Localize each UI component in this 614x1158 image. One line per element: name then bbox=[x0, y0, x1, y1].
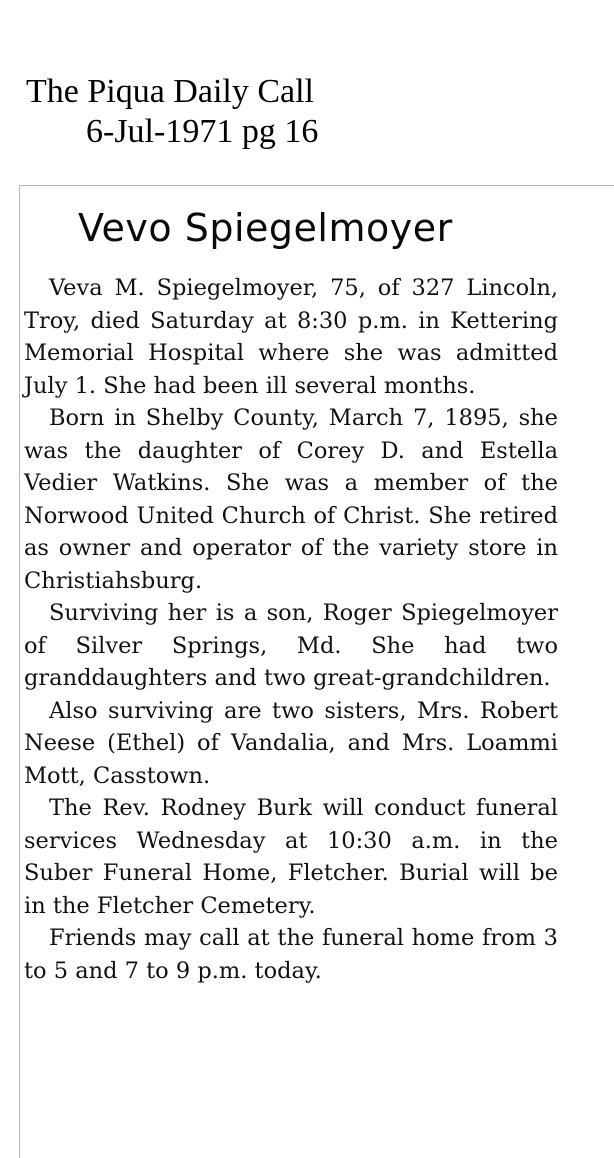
paragraph-survivors-son: Surviving her is a son, Roger Spiegelmoyer of Silver Springs, Md. She had two granddaughters and two great-grandchildren. bbox=[24, 600, 558, 691]
paragraph-survivors-sisters: Also surviving are two sisters, Mrs. Robert Neese (Ethel) of Vandalia, and Mrs. Loammi Mott, Casstown. bbox=[24, 697, 558, 789]
caption-date-page: 6-Jul-1971 pg 16 bbox=[86, 113, 319, 150]
paragraph-death-notice: Veva M. Spiegelmoyer, 75, of 327 Lincoln, Troy, died Saturday at 8:30 p.m. in Kettering Memorial Hospital where she was admitted July 1. She had been ill several months. bbox=[24, 275, 558, 399]
paragraph-visitation: Friends may call at the funeral home from 3 to 5 and 7 to 9 p.m. today. bbox=[24, 925, 558, 984]
obituary-headline: Vevo Spiegelmoyer bbox=[78, 206, 453, 250]
obituary-body bbox=[24, 272, 558, 987]
paragraph-biography: Born in Shelby County, March 7, 1895, she was the daughter of Corey D. and Estella Vedier Watkins. She was a member of the Norwood United Church of Christ. She retired as owner and operator of the variety store in Christiahsburg. bbox=[24, 405, 558, 594]
caption-newspaper-name: The Piqua Daily Call bbox=[26, 73, 315, 110]
source-caption bbox=[26, 72, 318, 152]
paragraph-funeral-services: The Rev. Rodney Burk will conduct funeral services Wednesday at 10:30 a.m. in the Suber Funeral Home, Fletcher. Burial will be in the Fletcher Cemetery. bbox=[24, 795, 558, 919]
